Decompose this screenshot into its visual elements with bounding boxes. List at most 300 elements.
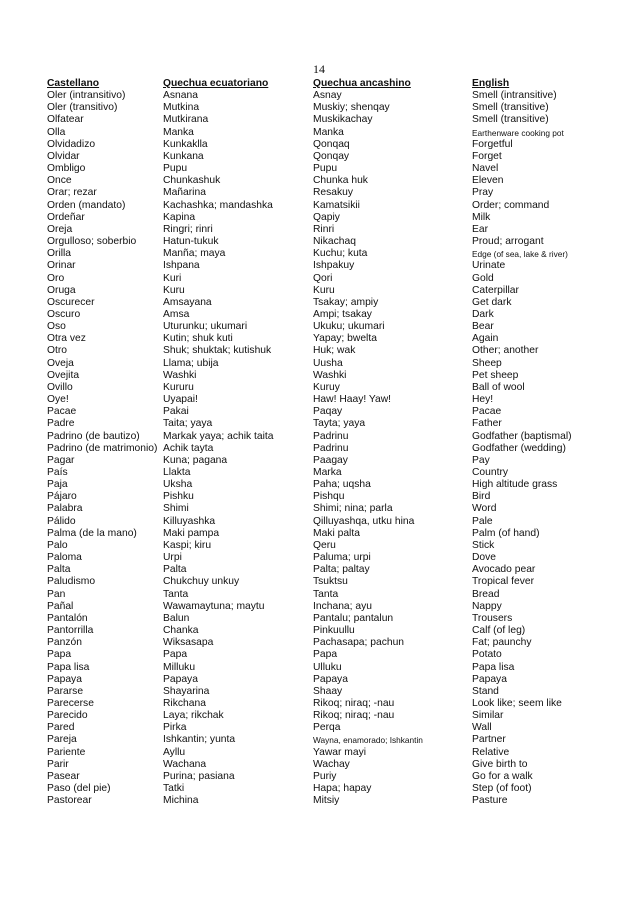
cell-quechua-ecuatoriano: Maki pampa (163, 527, 220, 539)
cell-english: Potato (472, 649, 502, 661)
cell-castellano: Pantorrilla (47, 625, 94, 637)
cell-castellano: Padrino (de bautizo) (47, 430, 140, 442)
cell-quechua-ancashino: Ukuku; ukumari (313, 321, 385, 333)
cell-castellano: Parecerse (47, 697, 94, 709)
cell-quechua-ecuatoriano: Rikchana (163, 697, 206, 709)
cell-quechua-ancashino: Uusha (313, 357, 343, 369)
table-row (47, 418, 607, 430)
cell-english: Trousers (472, 612, 513, 624)
cell-english: Calf (of leg) (472, 625, 526, 637)
cell-english: Ear (472, 223, 489, 235)
cell-quechua-ecuatoriano: Uturunku; ukumari (163, 321, 248, 333)
cell-english: Sheep (472, 357, 502, 369)
cell-english: Fat; paunchy (472, 637, 532, 649)
table-row (47, 686, 607, 698)
table-row (47, 710, 607, 722)
cell-quechua-ecuatoriano: Kapina (163, 211, 196, 223)
cell-english: Country (472, 467, 509, 478)
cell-english: Pet sheep (472, 369, 519, 381)
cell-quechua-ancashino: Rinri (313, 223, 335, 235)
cell-quechua-ecuatoriano: Ayllu (163, 746, 186, 758)
cell-quechua-ancashino: Qilluyashqa, utku hina (313, 515, 415, 527)
table-row (47, 333, 607, 345)
cell-quechua-ecuatoriano: Papaya (163, 673, 198, 685)
page-number: 14 (313, 62, 325, 76)
table-row (47, 747, 607, 759)
cell-castellano: Parecido (47, 710, 88, 722)
cell-quechua-ancashino: Marka (313, 467, 342, 478)
cell-castellano: Panzón (47, 637, 82, 649)
cell-english: Dove (472, 552, 497, 564)
cell-castellano: Orilla (47, 248, 72, 260)
table-row (47, 309, 607, 321)
cell-quechua-ecuatoriano: Amsayana (163, 296, 212, 308)
cell-quechua-ecuatoriano: Kaspi; kiru (163, 539, 212, 551)
table-row (47, 370, 607, 382)
cell-quechua-ecuatoriano: Wiksasapa (163, 637, 214, 649)
cell-castellano: Oro (47, 272, 65, 284)
cell-castellano: Paloma (47, 552, 82, 564)
table-row (47, 467, 607, 479)
cell-quechua-ecuatoriano: Mañarina (163, 187, 206, 199)
cell-english: Other; another (472, 345, 539, 357)
cell-castellano: Orden (mandato) (47, 199, 126, 211)
table-row (47, 783, 607, 795)
cell-quechua-ancashino: Hapa; hapay (313, 783, 372, 795)
cell-quechua-ecuatoriano: Amsa (163, 308, 190, 320)
cell-quechua-ancashino: Kuruy (313, 381, 340, 393)
cell-english: Godfather (wedding) (472, 442, 566, 454)
cell-english: Palm (of hand) (472, 527, 540, 539)
cell-quechua-ancashino: Asnay (313, 90, 342, 102)
cell-quechua-ancashino: Palta; paltay (313, 564, 370, 576)
cell-quechua-ancashino: Pachasapa; pachun (313, 637, 405, 649)
table-row (47, 637, 607, 649)
table-row (47, 625, 607, 637)
cell-english: Proud; arrogant (472, 236, 544, 248)
cell-quechua-ancashino: Chunka huk (313, 175, 368, 187)
table-row (47, 795, 607, 807)
cell-quechua-ecuatoriano: Laya; rikchak (163, 710, 224, 722)
cell-quechua-ecuatoriano: Kuna; pagana (163, 454, 228, 466)
cell-castellano: Pantalón (47, 612, 88, 624)
cell-quechua-ancashino: Pupu (313, 163, 338, 175)
cell-quechua-ancashino: Ulluku (313, 661, 342, 673)
cell-castellano: Oruga (47, 284, 76, 296)
cell-castellano: Ordeñar (47, 211, 85, 223)
header-quechua-ancashino: Quechua ancashino (313, 78, 411, 89)
cell-castellano: Pasear (47, 770, 80, 782)
cell-castellano: Palo (47, 539, 68, 551)
cell-castellano: Paso (del pie) (47, 783, 111, 795)
cell-quechua-ancashino: Padrinu (313, 442, 349, 454)
cell-quechua-ecuatoriano: Kururu (163, 381, 194, 393)
cell-castellano: País (47, 467, 68, 478)
table-row (47, 285, 607, 297)
table-row (47, 503, 607, 515)
cell-castellano: Oler (transitivo) (47, 102, 118, 114)
cell-castellano: Oveja (47, 357, 74, 369)
cell-english: Look like; seem like (472, 697, 562, 709)
cell-quechua-ancashino: Paqay (313, 406, 343, 418)
cell-english: Stand (472, 685, 499, 697)
table-row (47, 200, 607, 212)
cell-english: Navel (472, 163, 499, 175)
cell-quechua-ecuatoriano: Papa (163, 649, 188, 661)
table-row (47, 455, 607, 467)
cell-quechua-ancashino: Qori (313, 272, 333, 284)
cell-english: Earthenware cooking pot (472, 127, 564, 138)
cell-quechua-ancashino: Rikoq; niraq; -nau (313, 710, 395, 722)
cell-quechua-ancashino: Tanta (313, 588, 339, 600)
table-row (47, 321, 607, 333)
cell-english: Step (of foot) (472, 783, 532, 795)
table-row (47, 139, 607, 151)
cell-quechua-ecuatoriano: Pupu (163, 163, 188, 175)
cell-quechua-ecuatoriano: Uksha (163, 479, 193, 491)
cell-quechua-ecuatoriano: Tanta (163, 588, 189, 600)
cell-castellano: Pañal (47, 600, 74, 612)
cell-quechua-ancashino: Haw! Haay! Yaw! (313, 394, 392, 406)
table-row (47, 90, 607, 102)
cell-quechua-ecuatoriano: Shuk; shuktak; kutishuk (163, 345, 272, 357)
cell-quechua-ecuatoriano: Kutin; shuk kuti (163, 333, 233, 345)
table-row (47, 114, 607, 126)
table-row (47, 151, 607, 163)
cell-quechua-ecuatoriano: Urpi (163, 552, 182, 564)
header-quechua-ecuatoriano: Quechua ecuatoriano (163, 78, 269, 89)
cell-english: Caterpillar (472, 284, 519, 296)
cell-quechua-ancashino: Resakuy (313, 187, 354, 199)
header-castellano: Castellano (47, 78, 100, 89)
cell-quechua-ecuatoriano: Purina; pasiana (163, 770, 235, 782)
cell-english: Edge (of sea, lake & river) (472, 249, 568, 260)
cell-quechua-ecuatoriano: Palta (163, 564, 187, 576)
cell-quechua-ecuatoriano: Ringri; rinri (163, 223, 213, 235)
cell-castellano: Pálido (47, 515, 76, 527)
cell-castellano: Pacae (47, 406, 77, 418)
cell-english: Order; command (472, 199, 550, 211)
cell-castellano: Orar; rezar (47, 187, 97, 199)
cell-english: Pale (472, 515, 493, 527)
cell-quechua-ecuatoriano: Manña; maya (163, 248, 226, 260)
cell-quechua-ancashino: Rikoq; niraq; -nau (313, 697, 395, 709)
cell-english: Ball of wool (472, 381, 525, 393)
cell-quechua-ancashino: Pishqu (313, 491, 345, 503)
cell-castellano: Oscuro (47, 308, 81, 320)
cell-quechua-ancashino: Inchana; ayu (313, 600, 372, 612)
table-row (47, 443, 607, 455)
cell-english: Godfather (baptismal) (472, 430, 572, 442)
cell-castellano: Padre (47, 418, 75, 430)
cell-castellano: Orinar (47, 260, 76, 272)
cell-quechua-ecuatoriano: Kachashka; mandashka (163, 199, 273, 211)
cell-quechua-ancashino: Qonqaq (313, 138, 350, 150)
cell-quechua-ancashino: Kuru (313, 284, 335, 296)
cell-quechua-ecuatoriano: Llama; ubija (163, 357, 219, 369)
cell-castellano: Ovillo (47, 381, 73, 393)
cell-english: Pray (472, 187, 494, 199)
cell-english: Pacae (472, 406, 502, 418)
cell-english: Relative (472, 746, 510, 758)
cell-quechua-ancashino: Puriy (313, 770, 337, 782)
cell-english: Word (472, 503, 497, 515)
cell-castellano: Papaya (47, 673, 82, 685)
cell-castellano: Once (47, 175, 72, 187)
cell-quechua-ancashino: Wayna, enamorado; Ishkantin (313, 735, 423, 746)
cell-english: Smell (transitive) (472, 102, 549, 114)
table-row (47, 722, 607, 734)
cell-english: Forget (472, 150, 502, 162)
cell-quechua-ecuatoriano: Shimi (163, 503, 189, 515)
cell-castellano: Papa (47, 649, 72, 661)
cell-quechua-ecuatoriano: Pakai (163, 406, 189, 418)
table-row (47, 759, 607, 771)
cell-castellano: Oreja (47, 223, 73, 235)
cell-english: Gold (472, 272, 494, 284)
cell-english: Papaya (472, 673, 507, 685)
cell-english: Bird (472, 491, 491, 503)
cell-quechua-ecuatoriano: Llakta (163, 467, 191, 478)
cell-english: Papa lisa (472, 661, 515, 673)
cell-castellano: Padrino (de matrimonio) (47, 442, 158, 454)
table-row (47, 212, 607, 224)
cell-castellano: Olfatear (47, 114, 84, 126)
cell-quechua-ecuatoriano: Kuri (163, 272, 182, 284)
table-row (47, 491, 607, 503)
header-english: English (472, 78, 510, 89)
cell-quechua-ancashino: Washki (313, 369, 347, 381)
cell-quechua-ecuatoriano: Achik tayta (163, 442, 214, 454)
table-row (47, 662, 607, 674)
table-row (47, 260, 607, 272)
cell-english: Wall (472, 722, 492, 734)
cell-quechua-ancashino: Shaay (313, 685, 343, 697)
cell-quechua-ancashino: Qapiy (313, 211, 340, 223)
table-row (47, 187, 607, 199)
cell-castellano: Pared (47, 722, 75, 734)
cell-quechua-ancashino: Ampi; tsakay (313, 308, 372, 320)
table-row (47, 552, 607, 564)
cell-quechua-ecuatoriano: Milluku (163, 661, 196, 673)
cell-quechua-ecuatoriano: Chanka (163, 625, 199, 637)
cell-quechua-ancashino: Manka (313, 126, 344, 138)
cell-castellano: Pastorear (47, 795, 92, 807)
cell-quechua-ecuatoriano: Killuyashka (163, 515, 216, 527)
cell-castellano: Parir (47, 758, 69, 770)
cell-english: Avocado pear (472, 564, 536, 576)
table-row (47, 613, 607, 625)
table-row (47, 564, 607, 576)
cell-quechua-ancashino: Tsuktsu (313, 576, 348, 588)
table-row (47, 248, 607, 260)
cell-castellano: Pariente (47, 746, 86, 758)
cell-castellano: Pan (47, 588, 66, 600)
cell-quechua-ecuatoriano: Michina (163, 795, 199, 807)
table-row (47, 358, 607, 370)
table-row (47, 771, 607, 783)
cell-quechua-ecuatoriano: Kunkaklla (163, 138, 208, 150)
cell-castellano: Olla (47, 126, 66, 138)
cell-castellano: Oso (47, 321, 66, 333)
cell-english: Urinate (472, 260, 506, 272)
table-row (47, 528, 607, 540)
cell-quechua-ecuatoriano: Uyapai! (163, 394, 198, 406)
cell-english: Again (472, 333, 499, 345)
cell-quechua-ecuatoriano: Taita; yaya (163, 418, 213, 430)
cell-castellano: Palabra (47, 503, 83, 515)
cell-english: Bear (472, 321, 494, 333)
table-row (47, 297, 607, 309)
cell-castellano: Otro (47, 345, 68, 357)
table-row (47, 674, 607, 686)
cell-quechua-ancashino: Pantalu; pantalun (313, 612, 394, 624)
cell-quechua-ancashino: Kamatsikii (313, 199, 360, 211)
cell-castellano: Palma (de la mano) (47, 527, 137, 539)
cell-castellano: Pareja (47, 734, 77, 746)
cell-quechua-ancashino: Mitsiy (313, 795, 340, 807)
cell-quechua-ecuatoriano: Shayarina (163, 685, 210, 697)
cell-castellano: Paja (47, 479, 68, 491)
cell-quechua-ancashino: Paha; uqsha (313, 479, 371, 491)
cell-castellano: Pájaro (47, 491, 77, 503)
table-row (47, 516, 607, 528)
table-row (47, 163, 607, 175)
table-row (47, 698, 607, 710)
cell-quechua-ecuatoriano: Pirka (163, 722, 187, 734)
cell-english: Go for a walk (472, 770, 533, 782)
cell-english: Father (472, 418, 502, 430)
table-row (47, 406, 607, 418)
cell-castellano: Papa lisa (47, 661, 90, 673)
cell-quechua-ancashino: Tayta; yaya (313, 418, 366, 430)
table-row (47, 649, 607, 661)
table-row (47, 394, 607, 406)
cell-english: Dark (472, 308, 494, 320)
cell-castellano: Ombligo (47, 163, 86, 175)
cell-quechua-ancashino: Shimi; nina; parla (313, 503, 393, 515)
cell-quechua-ancashino: Ishpakuy (313, 260, 355, 272)
cell-english: Similar (472, 710, 504, 722)
cell-english: High altitude grass (472, 479, 558, 491)
cell-quechua-ecuatoriano: Ishkantin; yunta (163, 734, 236, 746)
cell-english: Bread (472, 588, 500, 600)
cell-castellano: Paludismo (47, 576, 96, 588)
cell-castellano: Otra vez (47, 333, 86, 345)
cell-english: Give birth to (472, 758, 528, 770)
cell-quechua-ecuatoriano: Chukchuy unkuy (163, 576, 240, 588)
table-row (47, 224, 607, 236)
cell-quechua-ancashino: Papa (313, 649, 338, 661)
cell-castellano: Olvidar (47, 150, 80, 162)
table-row (47, 601, 607, 613)
cell-quechua-ecuatoriano: Hatun-tukuk (163, 236, 219, 248)
cell-quechua-ancashino: Huk; wak (313, 345, 356, 357)
cell-castellano: Oler (intransitivo) (47, 90, 126, 102)
cell-quechua-ecuatoriano: Pishku (163, 491, 194, 503)
table-row (47, 345, 607, 357)
cell-english: Forgetful (472, 138, 513, 150)
cell-castellano: Oye! (47, 394, 69, 406)
cell-quechua-ancashino: Muskiy; shenqay (313, 102, 390, 114)
cell-english: Partner (472, 734, 506, 746)
cell-quechua-ancashino: Perqa (313, 722, 341, 734)
cell-quechua-ancashino: Tsakay; ampiy (313, 296, 379, 308)
table-row (47, 273, 607, 285)
cell-quechua-ecuatoriano: Mutkina (163, 102, 200, 114)
cell-quechua-ecuatoriano: Markak yaya; achik taita (163, 430, 274, 442)
table-row (47, 540, 607, 552)
cell-quechua-ancashino: Papaya (313, 673, 348, 685)
cell-castellano: Ovejita (47, 369, 80, 381)
table-row (47, 431, 607, 443)
cell-castellano: Palta (47, 564, 71, 576)
cell-english: Smell (intransitive) (472, 90, 557, 102)
cell-quechua-ancashino: Pinkuullu (313, 625, 355, 637)
cell-english: Smell (transitive) (472, 114, 549, 126)
cell-quechua-ecuatoriano: Asnana (163, 90, 198, 102)
cell-quechua-ancashino: Muskikachay (313, 114, 373, 126)
cell-english: Nappy (472, 600, 502, 612)
cell-english: Get dark (472, 296, 512, 308)
cell-quechua-ecuatoriano: Wachana (163, 758, 207, 770)
table-row (47, 236, 607, 248)
cell-castellano: Oscurecer (47, 296, 95, 308)
cell-quechua-ecuatoriano: Mutkirana (163, 114, 209, 126)
table-row (47, 382, 607, 394)
table-row (47, 589, 607, 601)
cell-english: Pay (472, 454, 490, 466)
table-row (47, 734, 607, 746)
header-row (47, 78, 607, 90)
table-row (47, 576, 607, 588)
cell-english: Milk (472, 211, 491, 223)
cell-quechua-ecuatoriano: Wawamaytuna; maytu (163, 600, 265, 612)
cell-castellano: Olvidadizo (47, 138, 96, 150)
cell-quechua-ancashino: Padrinu (313, 430, 349, 442)
cell-quechua-ecuatoriano: Kuru (163, 284, 185, 296)
cell-castellano: Pararse (47, 685, 84, 697)
cell-castellano: Orgulloso; soberbio (47, 236, 137, 248)
table-row (47, 127, 607, 139)
cell-english: Eleven (472, 175, 504, 187)
cell-english: Tropical fever (472, 576, 534, 588)
cell-quechua-ancashino: Paluma; urpi (313, 552, 371, 564)
cell-english: Stick (472, 539, 495, 551)
cell-quechua-ancashino: Qeru (313, 539, 336, 551)
cell-quechua-ecuatoriano: Ishpana (163, 260, 200, 272)
cell-quechua-ancashino: Nikachaq (313, 236, 356, 248)
cell-quechua-ancashino: Wachay (313, 758, 350, 770)
table-row (47, 175, 607, 187)
cell-english: Pasture (472, 795, 508, 807)
cell-quechua-ecuatoriano: Balun (163, 612, 190, 624)
cell-quechua-ecuatoriano: Tatki (163, 783, 185, 795)
cell-english: Hey! (472, 394, 494, 406)
cell-quechua-ecuatoriano: Kunkana (163, 150, 204, 162)
table-row (47, 479, 607, 491)
vocabulary-table (47, 78, 607, 807)
cell-quechua-ancashino: Paagay (313, 454, 348, 466)
cell-quechua-ancashino: Yapay; bwelta (313, 333, 377, 345)
cell-quechua-ancashino: Maki palta (313, 527, 360, 539)
cell-quechua-ecuatoriano: Chunkashuk (163, 175, 221, 187)
cell-quechua-ancashino: Yawar mayi (313, 746, 367, 758)
table-row (47, 102, 607, 114)
cell-quechua-ecuatoriano: Manka (163, 126, 194, 138)
cell-quechua-ancashino: Kuchu; kuta (313, 248, 368, 260)
cell-quechua-ecuatoriano: Washki (163, 369, 197, 381)
